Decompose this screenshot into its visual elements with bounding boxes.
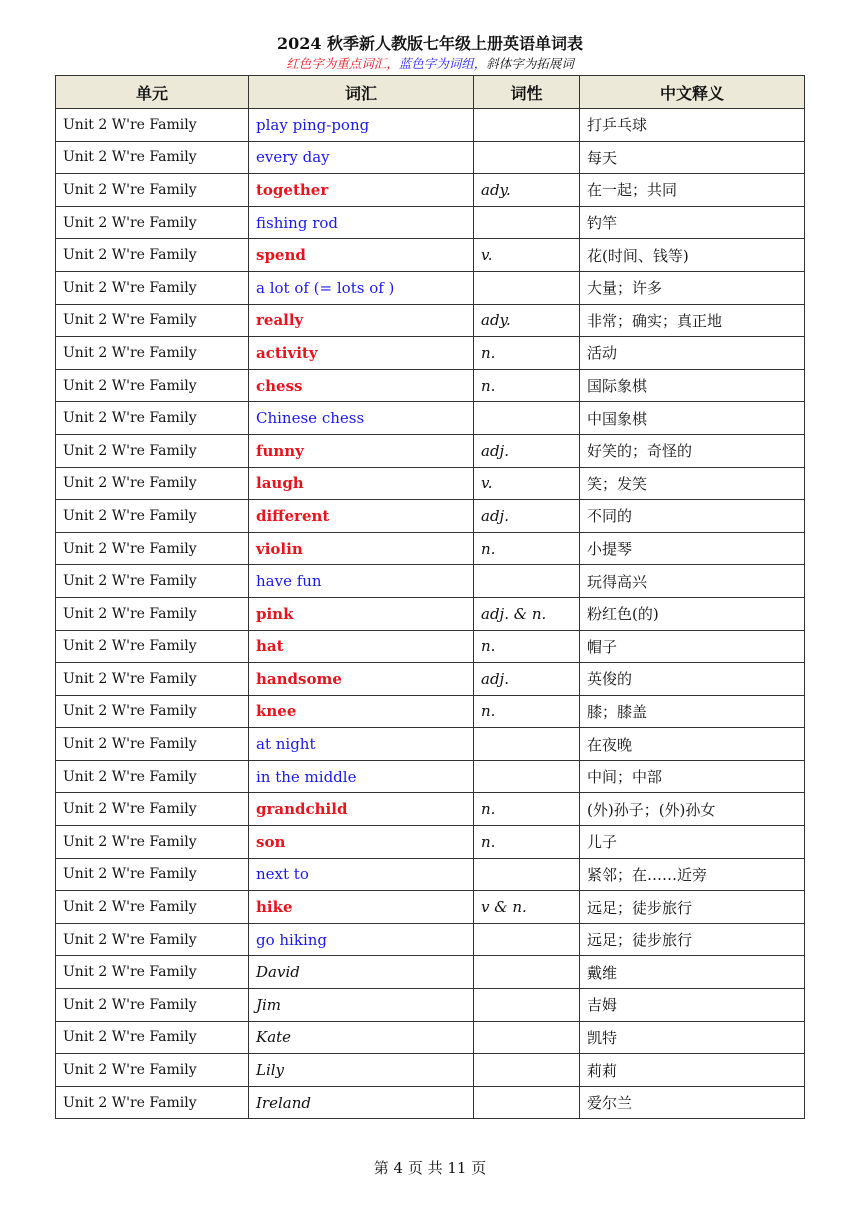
cell-part-of-speech: adj.: [474, 434, 580, 467]
cell-word: Ireland: [249, 1086, 474, 1119]
cell-part-of-speech: [474, 1086, 580, 1119]
cell-part-of-speech: n.: [474, 532, 580, 565]
cell-part-of-speech: [474, 565, 580, 598]
table-row: [56, 695, 805, 728]
table-row: [56, 239, 805, 272]
cell-word: hat: [249, 630, 474, 663]
cell-meaning: 每天: [580, 141, 805, 174]
cell-word: Kate: [249, 1021, 474, 1054]
cell-unit: Unit 2 W're Family: [56, 206, 249, 239]
cell-unit: Unit 2 W're Family: [56, 532, 249, 565]
cell-meaning: 花(时间、钱等): [580, 239, 805, 272]
table-header-row: [56, 76, 805, 109]
cell-word: Lily: [249, 1054, 474, 1087]
cell-part-of-speech: [474, 1054, 580, 1087]
cell-meaning: 中间；中部: [580, 760, 805, 793]
legend-italic-note: 斜体字为拓展词: [486, 56, 574, 71]
cell-meaning: 莉莉: [580, 1054, 805, 1087]
cell-part-of-speech: n.: [474, 369, 580, 402]
cell-word: son: [249, 826, 474, 859]
cell-unit: Unit 2 W're Family: [56, 923, 249, 956]
table-row: [56, 630, 805, 663]
table-row: [56, 956, 805, 989]
cell-unit: Unit 2 W're Family: [56, 337, 249, 370]
cell-word: Chinese chess: [249, 402, 474, 435]
cell-unit: Unit 2 W're Family: [56, 728, 249, 761]
cell-part-of-speech: n.: [474, 826, 580, 859]
cell-unit: Unit 2 W're Family: [56, 304, 249, 337]
cell-part-of-speech: adj. & n.: [474, 597, 580, 630]
cell-unit: Unit 2 W're Family: [56, 630, 249, 663]
cell-meaning: 膝；膝盖: [580, 695, 805, 728]
cell-meaning: 帽子: [580, 630, 805, 663]
cell-meaning: 在夜晚: [580, 728, 805, 761]
cell-word: every day: [249, 141, 474, 174]
cell-unit: Unit 2 W're Family: [56, 239, 249, 272]
table-row: [56, 109, 805, 142]
cell-unit: Unit 2 W're Family: [56, 271, 249, 304]
cell-meaning: 打乒乓球: [580, 109, 805, 142]
cell-meaning: 中国象棋: [580, 402, 805, 435]
table-row: [56, 206, 805, 239]
cell-word: go hiking: [249, 923, 474, 956]
page-footer: 第 4 页 共 11 页: [373, 1159, 487, 1177]
cell-word: David: [249, 956, 474, 989]
cell-meaning: 凯特: [580, 1021, 805, 1054]
cell-unit: Unit 2 W're Family: [56, 826, 249, 859]
cell-part-of-speech: v.: [474, 239, 580, 272]
table-row: [56, 467, 805, 500]
cell-unit: Unit 2 W're Family: [56, 109, 249, 142]
cell-meaning: 好笑的；奇怪的: [580, 434, 805, 467]
cell-unit: Unit 2 W're Family: [56, 956, 249, 989]
cell-part-of-speech: [474, 923, 580, 956]
table-row: [56, 793, 805, 826]
legend-red-note: 红色字为重点词汇，: [286, 56, 399, 71]
cell-word: in the middle: [249, 760, 474, 793]
cell-unit: Unit 2 W're Family: [56, 467, 249, 500]
cell-meaning: 大量；许多: [580, 271, 805, 304]
cell-meaning: (外)孙子；(外)孙女: [580, 793, 805, 826]
cell-word: really: [249, 304, 474, 337]
table-row: [56, 565, 805, 598]
cell-part-of-speech: n.: [474, 695, 580, 728]
cell-meaning: 紧邻；在……近旁: [580, 858, 805, 891]
cell-meaning: 玩得高兴: [580, 565, 805, 598]
table-row: [56, 402, 805, 435]
cell-part-of-speech: [474, 989, 580, 1022]
table-row: [56, 1021, 805, 1054]
table-row: [56, 271, 805, 304]
legend-blue-note: 蓝色字为词组，: [398, 56, 487, 71]
table-row: [56, 1054, 805, 1087]
cell-part-of-speech: ady.: [474, 304, 580, 337]
document-title: 2024 秋季新人教版七年级上册英语单词表: [276, 34, 584, 53]
cell-meaning: 戴维: [580, 956, 805, 989]
legend-note: [0, 56, 860, 72]
cell-meaning: 远足；徒步旅行: [580, 923, 805, 956]
cell-part-of-speech: adj.: [474, 663, 580, 696]
cell-part-of-speech: [474, 728, 580, 761]
cell-word: violin: [249, 532, 474, 565]
table-row: [56, 174, 805, 207]
cell-unit: Unit 2 W're Family: [56, 369, 249, 402]
cell-unit: Unit 2 W're Family: [56, 989, 249, 1022]
cell-unit: Unit 2 W're Family: [56, 793, 249, 826]
cell-word: have fun: [249, 565, 474, 598]
cell-unit: Unit 2 W're Family: [56, 434, 249, 467]
cell-unit: Unit 2 W're Family: [56, 565, 249, 598]
cell-meaning: 爱尔兰: [580, 1086, 805, 1119]
table-row: [56, 989, 805, 1022]
cell-unit: Unit 2 W're Family: [56, 760, 249, 793]
cell-word: different: [249, 500, 474, 533]
cell-unit: Unit 2 W're Family: [56, 1054, 249, 1087]
header-meaning: 中文释义: [580, 76, 805, 109]
cell-part-of-speech: [474, 109, 580, 142]
cell-part-of-speech: [474, 402, 580, 435]
cell-word: funny: [249, 434, 474, 467]
cell-part-of-speech: ady.: [474, 174, 580, 207]
cell-unit: Unit 2 W're Family: [56, 500, 249, 533]
cell-unit: Unit 2 W're Family: [56, 858, 249, 891]
cell-word: next to: [249, 858, 474, 891]
cell-meaning: 儿子: [580, 826, 805, 859]
table-row: [56, 500, 805, 533]
cell-unit: Unit 2 W're Family: [56, 1086, 249, 1119]
vocabulary-table: [55, 75, 805, 1119]
cell-unit: Unit 2 W're Family: [56, 695, 249, 728]
cell-part-of-speech: n.: [474, 630, 580, 663]
cell-meaning: 笑；发笑: [580, 467, 805, 500]
cell-meaning: 国际象棋: [580, 369, 805, 402]
cell-unit: Unit 2 W're Family: [56, 1021, 249, 1054]
cell-meaning: 活动: [580, 337, 805, 370]
table-row: [56, 532, 805, 565]
header-part-of-speech: 词性: [474, 76, 580, 109]
cell-meaning: 英俊的: [580, 663, 805, 696]
cell-word: at night: [249, 728, 474, 761]
cell-meaning: 远足；徒步旅行: [580, 891, 805, 924]
cell-meaning: 非常；确实；真正地: [580, 304, 805, 337]
table-row: [56, 858, 805, 891]
cell-word: handsome: [249, 663, 474, 696]
table-row: [56, 597, 805, 630]
cell-unit: Unit 2 W're Family: [56, 174, 249, 207]
cell-word: knee: [249, 695, 474, 728]
cell-part-of-speech: [474, 858, 580, 891]
cell-part-of-speech: [474, 760, 580, 793]
cell-word: laugh: [249, 467, 474, 500]
cell-meaning: 粉红色(的): [580, 597, 805, 630]
cell-word: Jim: [249, 989, 474, 1022]
cell-unit: Unit 2 W're Family: [56, 597, 249, 630]
cell-unit: Unit 2 W're Family: [56, 141, 249, 174]
cell-meaning: 钓竿: [580, 206, 805, 239]
table-row: [56, 760, 805, 793]
cell-unit: Unit 2 W're Family: [56, 891, 249, 924]
cell-word: activity: [249, 337, 474, 370]
table-row: [56, 337, 805, 370]
cell-word: chess: [249, 369, 474, 402]
cell-meaning: 吉姆: [580, 989, 805, 1022]
table-row: [56, 369, 805, 402]
cell-meaning: 不同的: [580, 500, 805, 533]
cell-part-of-speech: v.: [474, 467, 580, 500]
cell-part-of-speech: v & n.: [474, 891, 580, 924]
cell-unit: Unit 2 W're Family: [56, 663, 249, 696]
cell-word: fishing rod: [249, 206, 474, 239]
table-row: [56, 923, 805, 956]
cell-part-of-speech: [474, 1021, 580, 1054]
cell-part-of-speech: [474, 956, 580, 989]
cell-part-of-speech: n.: [474, 337, 580, 370]
table-row: [56, 141, 805, 174]
cell-word: a lot of (= lots of ): [249, 271, 474, 304]
table-row: [56, 1086, 805, 1119]
cell-word: pink: [249, 597, 474, 630]
table-row: [56, 304, 805, 337]
cell-word: grandchild: [249, 793, 474, 826]
header-word: 词汇: [249, 76, 474, 109]
header-unit: 单元: [56, 76, 249, 109]
table-row: [56, 728, 805, 761]
table-row: [56, 434, 805, 467]
cell-unit: Unit 2 W're Family: [56, 402, 249, 435]
cell-word: play ping-pong: [249, 109, 474, 142]
cell-part-of-speech: adj.: [474, 500, 580, 533]
cell-meaning: 在一起；共同: [580, 174, 805, 207]
cell-word: hike: [249, 891, 474, 924]
cell-part-of-speech: [474, 141, 580, 174]
table-row: [56, 891, 805, 924]
cell-part-of-speech: n.: [474, 793, 580, 826]
cell-meaning: 小提琴: [580, 532, 805, 565]
cell-part-of-speech: [474, 206, 580, 239]
cell-word: spend: [249, 239, 474, 272]
table-row: [56, 826, 805, 859]
cell-part-of-speech: [474, 271, 580, 304]
cell-word: together: [249, 174, 474, 207]
table-row: [56, 663, 805, 696]
